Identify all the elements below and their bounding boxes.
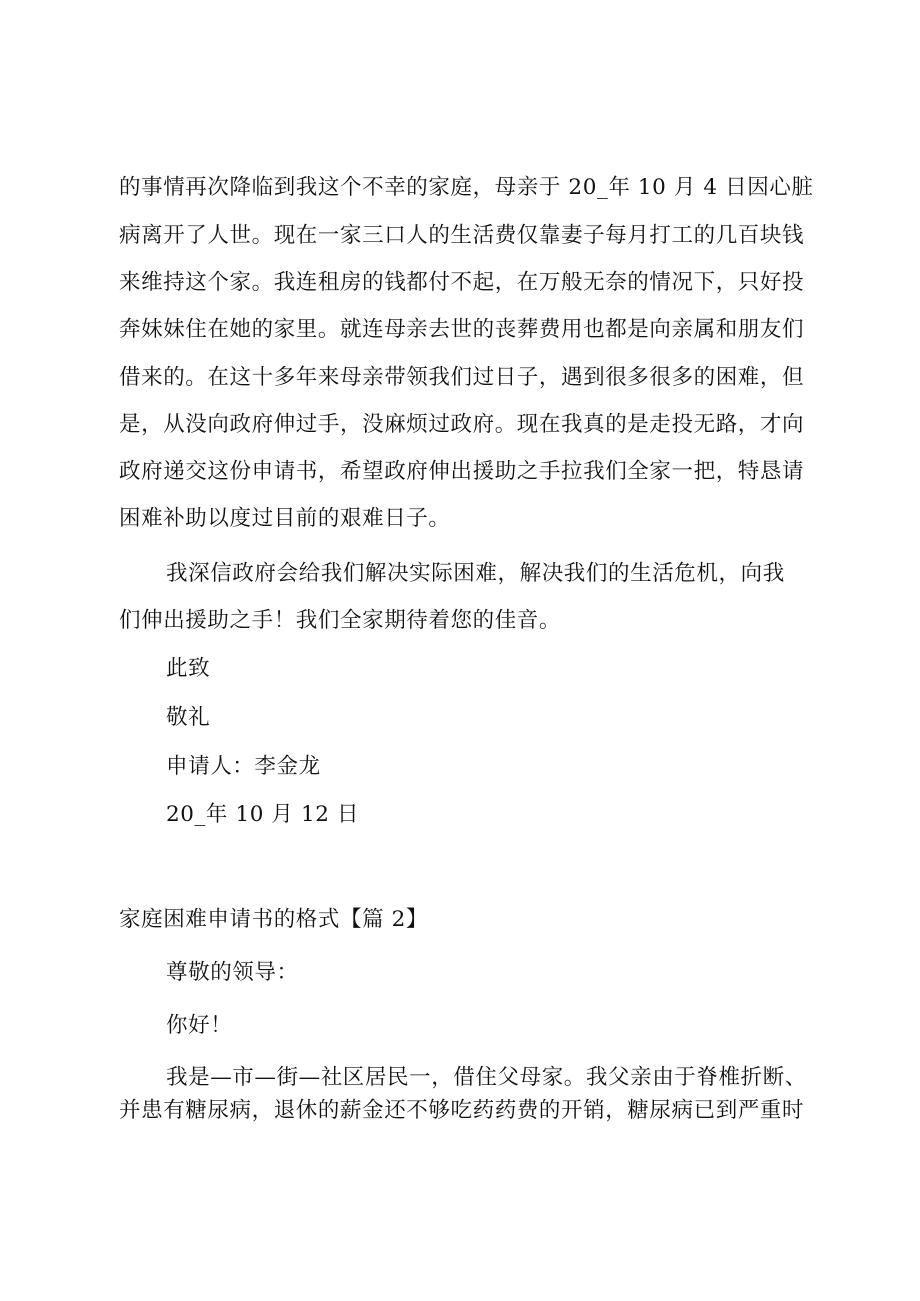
hello-text: 你好！ <box>166 1013 233 1038</box>
salute-text: 敬礼 <box>166 705 211 730</box>
body-text-line: 我深信政府会给我们解决实际困难，解决我们的生活危机，向我 <box>166 561 785 586</box>
applicant-signature: 申请人：李金龙 <box>166 754 321 779</box>
section-title: 家庭困难申请书的格式【篇 2】 <box>119 907 429 932</box>
closing-text: 此致 <box>166 656 211 681</box>
letter-date: 20_年 10 月 12 日 <box>166 802 360 827</box>
body-text-line: 困难补助以度过目前的艰难日子。 <box>119 506 451 531</box>
body-text-line: 借来的。在这十多年来母亲带领我们过日子，遇到很多很多的困难，但 <box>119 365 805 390</box>
body-text-line: 病离开了人世。现在一家三口人的生活费仅靠妻子每月打工的几百块钱 <box>119 223 805 248</box>
body-text-line: 我是—市—街—社区居民一，借住父母家。我父亲由于脊椎折断、 <box>166 1065 807 1090</box>
body-text-line: 政府递交这份申请书，希望政府伸出援助之手拉我们全家一把，特恳请 <box>119 459 805 484</box>
body-text-line: 们伸出援助之手！我们全家期待着您的佳音。 <box>119 608 562 633</box>
body-text-line: 的事情再次降临到我这个不幸的家庭，母亲于 20_年 10 月 4 日因心脏 <box>119 175 814 200</box>
body-text-line: 是，从没向政府伸过手，没麻烦过政府。现在我真的是走投无路，才向 <box>119 412 805 437</box>
body-text-line: 来维持这个家。我连租房的钱都付不起，在万般无奈的情况下，只好投 <box>119 270 805 295</box>
body-text-line: 并患有糖尿病，退休的薪金还不够吃药药费的开销，糖尿病已到严重时 <box>119 1098 805 1123</box>
body-text-line: 奔妹妹住在她的家里。就连母亲去世的丧葬费用也都是向亲属和朋友们 <box>119 317 805 342</box>
greeting-text: 尊敬的领导： <box>166 960 299 985</box>
